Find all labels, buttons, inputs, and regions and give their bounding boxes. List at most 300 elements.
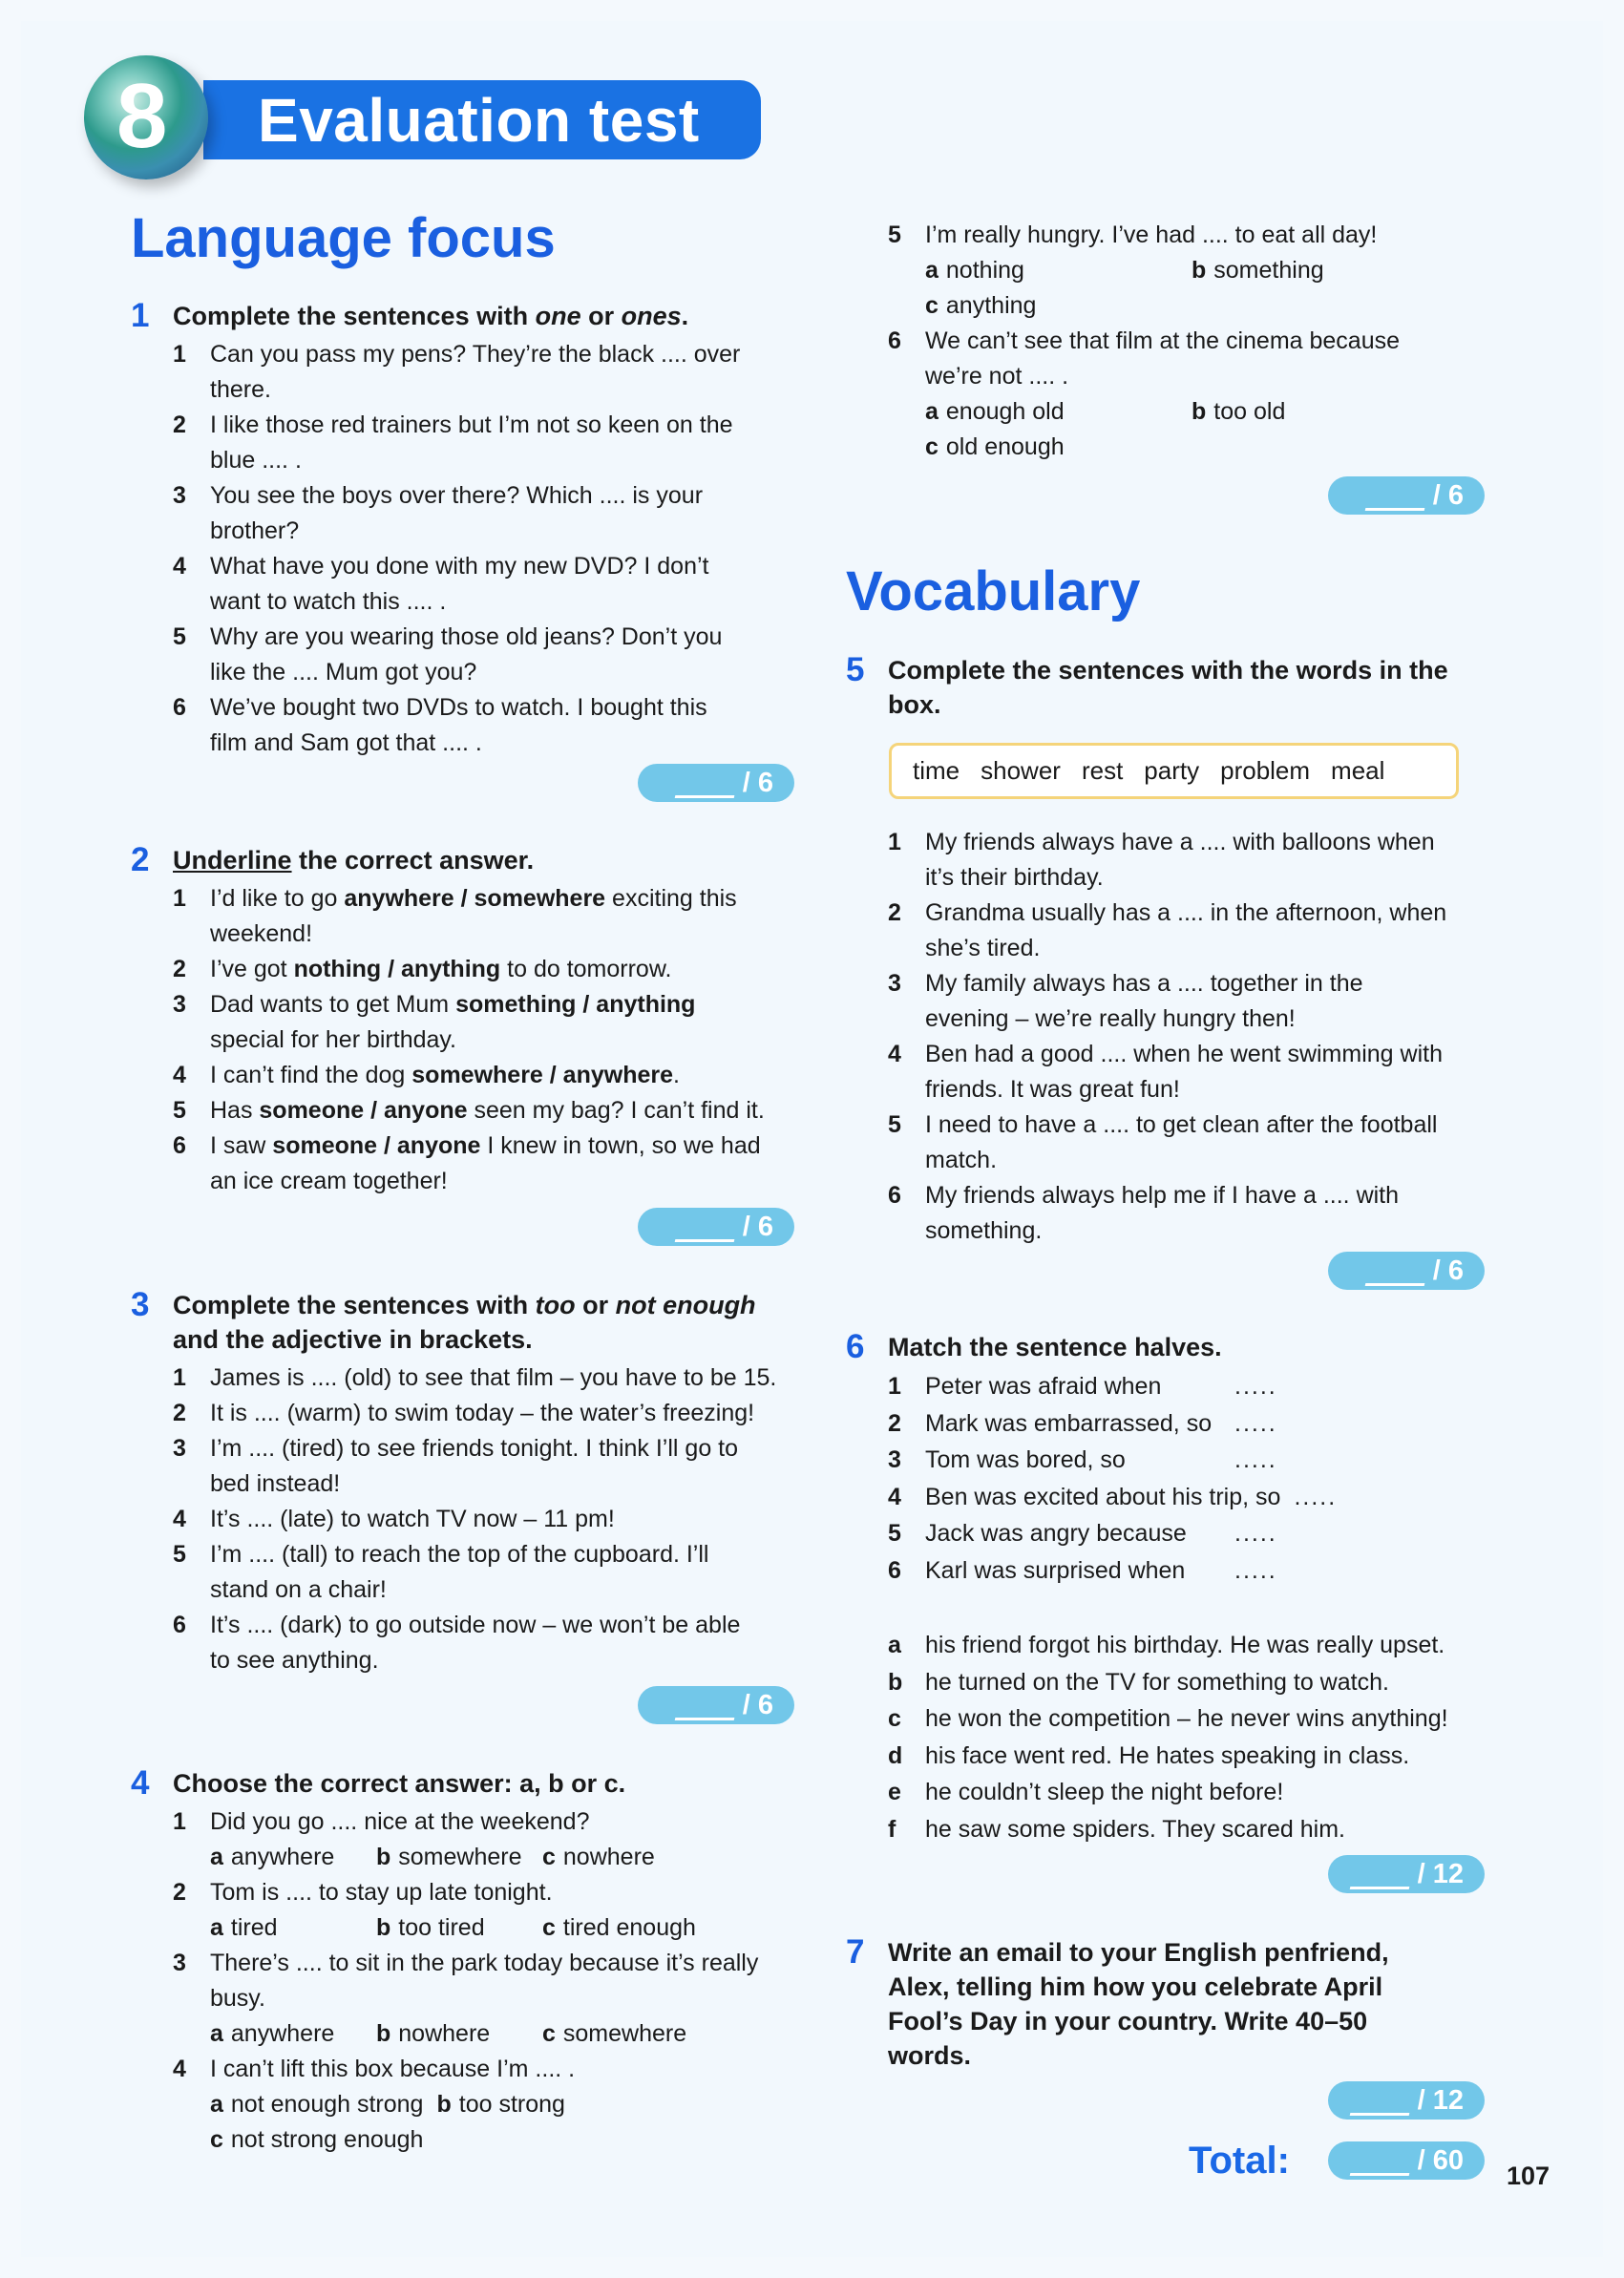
question-text	[210, 1093, 765, 1128]
question-number: 6	[888, 1182, 901, 1209]
text-segment: I’m really hungry. I’ve had .... to eat all day!	[925, 221, 1378, 248]
question-item	[173, 1058, 828, 1093]
text-segment: or	[580, 302, 622, 330]
text-segment: .	[673, 1062, 680, 1088]
question-body	[210, 1502, 615, 1537]
question-number: 1	[888, 1373, 901, 1400]
instruction-text	[173, 843, 534, 877]
score-max: / 6	[742, 1690, 773, 1720]
option-text: not strong enough	[230, 2126, 424, 2153]
exercise-instruction	[846, 1330, 1533, 1364]
answer-option	[376, 1840, 529, 1875]
word-box-word: rest	[1081, 756, 1124, 785]
sentence-beginning	[888, 1405, 1533, 1443]
option-letter: c	[925, 292, 939, 319]
text-segment: Has	[210, 1097, 260, 1124]
exercise-number: 1	[131, 297, 150, 334]
option-text: something	[1213, 257, 1324, 284]
question-item	[173, 337, 828, 408]
question-body	[925, 1442, 1277, 1479]
question-item	[173, 1537, 828, 1608]
text-segment: seen my bag? I can’t find it.	[467, 1097, 765, 1124]
question-item	[173, 1396, 828, 1431]
question-item	[173, 1128, 828, 1199]
sentence-ending	[888, 1700, 1533, 1738]
option-letter: a	[925, 398, 939, 425]
question-text	[210, 881, 737, 952]
answer-option	[376, 2016, 529, 2052]
question-item	[173, 408, 828, 478]
question-text	[210, 1608, 740, 1678]
question-text	[925, 896, 1446, 966]
text-segment: I’d like to go	[210, 885, 345, 912]
exercise-5	[846, 653, 1533, 726]
text-segment: Tom is .... to stay up late tonight.	[210, 1879, 553, 1906]
exercise-instruction	[846, 653, 1533, 722]
text-segment: Did you go .... nice at the weekend?	[210, 1808, 590, 1835]
question-item	[173, 1804, 828, 1875]
text-segment: someone / anyone	[259, 1097, 468, 1124]
text-segment: I need to have a .... to get clean after the football match.	[925, 1111, 1438, 1173]
question-item	[173, 952, 828, 987]
option-text: tired enough	[562, 1914, 696, 1941]
instruction-text	[888, 1935, 1389, 2073]
question-number: 3	[173, 991, 186, 1018]
total-label: Total:	[1189, 2140, 1290, 2182]
question-body	[210, 337, 740, 408]
question-number: 4	[173, 2056, 186, 2082]
option-text: somewhere	[562, 2020, 687, 2047]
text-segment: Write an email to your English penfriend, Alex, telling him how you celebrate April Fool’s Day in your country. Write 40–50 words.	[888, 1938, 1389, 2070]
text-segment: and the adjective in brackets.	[173, 1325, 533, 1354]
sentence-beginning	[888, 1552, 1533, 1590]
option-letter: c	[925, 433, 939, 460]
answer-option	[925, 394, 1178, 430]
word-box-word: shower	[981, 756, 1061, 785]
ending-text: he won the competition – he never wins anything!	[925, 1705, 1448, 1732]
option-letter: c	[542, 2020, 556, 2047]
option-text: nowhere	[562, 1844, 655, 1870]
score-blank-line	[674, 769, 740, 798]
score-blank-line	[1349, 2146, 1415, 2176]
text-segment: ones	[621, 302, 682, 330]
instruction-text	[888, 653, 1448, 722]
word-box-word: problem	[1220, 756, 1311, 785]
question-body	[925, 1368, 1277, 1405]
sentence-text: Tom was bored, so	[925, 1446, 1126, 1473]
score-blank-line	[674, 1691, 740, 1720]
ending-letter: a	[888, 1632, 901, 1658]
question-text	[210, 690, 707, 761]
exercise-6-endings	[846, 1627, 1533, 1847]
question-body	[925, 1037, 1443, 1107]
answer-option	[925, 253, 1178, 288]
answer-blank: .....	[1234, 1556, 1277, 1584]
text-segment: the correct answer.	[291, 846, 535, 875]
sentence-text: Mark was embarrassed, so	[925, 1409, 1213, 1437]
question-number: 4	[173, 1506, 186, 1532]
question-body	[925, 1479, 1337, 1516]
sentence-beginning	[888, 1479, 1533, 1516]
question-number: 3	[888, 1446, 901, 1473]
option-letter: a	[210, 2020, 223, 2047]
option-letter: a	[210, 2091, 223, 2118]
question-item	[173, 881, 828, 952]
score-badge-7	[1328, 2081, 1485, 2120]
question-text	[210, 549, 709, 620]
text-segment: We can’t see that film at the cinema because we’re not .... .	[925, 327, 1401, 390]
question-text	[210, 1058, 680, 1093]
option-letter: a	[210, 1844, 223, 1870]
text-segment: Complete the sentences with	[173, 302, 536, 330]
score-badge-3	[638, 1686, 794, 1724]
question-body	[210, 1537, 708, 1608]
answer-option	[925, 288, 1178, 324]
question-text	[925, 966, 1363, 1037]
text-segment: Choose the correct answer: a, b or c.	[173, 1769, 626, 1798]
answer-options	[210, 1910, 709, 1946]
question-item	[888, 218, 1533, 324]
question-text	[925, 1107, 1437, 1178]
score-max: / 12	[1417, 2085, 1464, 2116]
question-number: 2	[888, 899, 901, 926]
question-body	[925, 1515, 1277, 1552]
answer-option	[436, 2087, 589, 2122]
exercise-instruction	[131, 299, 828, 333]
question-number: 5	[888, 1520, 901, 1547]
text-segment: Grandma usually has a .... in the afternoon, when she’s tired.	[925, 899, 1447, 961]
question-number: 3	[888, 970, 901, 997]
text-segment: Underline	[173, 846, 292, 875]
option-letter: a	[210, 1914, 223, 1941]
question-item	[888, 1178, 1533, 1249]
question-item	[173, 1431, 828, 1502]
option-letter: c	[210, 2126, 223, 2153]
question-text	[210, 620, 722, 690]
question-item	[888, 324, 1533, 465]
question-body	[210, 1058, 680, 1093]
question-text	[210, 337, 740, 408]
text-segment: Why are you wearing those old jeans? Don’t you like the .... Mum got you?	[210, 623, 723, 686]
answer-options	[925, 253, 1458, 288]
answer-blank: .....	[1234, 1409, 1277, 1437]
ending-letter: e	[888, 1779, 901, 1805]
question-body	[925, 1107, 1437, 1178]
question-number: 6	[173, 694, 186, 721]
text-segment: I’m .... (tall) to reach the top of the cupboard. I’ll stand on a chair!	[210, 1541, 709, 1603]
question-number: 4	[173, 553, 186, 580]
question-text	[210, 1396, 754, 1431]
question-body	[210, 1946, 758, 2052]
exercise-4	[131, 1766, 828, 2158]
question-item	[173, 549, 828, 620]
score-badge-6	[1328, 1855, 1485, 1893]
ending-letter: b	[888, 1668, 903, 1696]
question-item	[173, 987, 828, 1058]
question-body	[925, 324, 1458, 465]
text-segment: anywhere / somewhere	[344, 885, 606, 912]
option-text: too strong	[458, 2091, 565, 2118]
question-body	[925, 966, 1363, 1037]
question-item	[173, 1946, 828, 2052]
question-list	[173, 337, 828, 761]
text-segment: not enough	[615, 1291, 756, 1319]
text-segment: James is .... (old) to see that film – you have to be 15.	[210, 1364, 777, 1391]
question-number: 5	[173, 1541, 186, 1568]
sentence-ending	[888, 1774, 1533, 1811]
question-text	[210, 408, 733, 478]
instruction-text	[173, 1288, 756, 1357]
instruction-text	[888, 1330, 1222, 1364]
question-number: 6	[888, 327, 901, 354]
question-item	[173, 1608, 828, 1678]
question-text	[210, 2052, 602, 2087]
text-segment: exciting this weekend!	[210, 885, 737, 947]
question-text	[210, 1875, 709, 1910]
text-segment: I like those red trainers but I’m not so keen on the blue .... .	[210, 411, 733, 474]
answer-option	[210, 1840, 363, 1875]
exercise-5-items	[846, 825, 1533, 1249]
question-number: 1	[173, 1364, 186, 1391]
question-text	[210, 478, 703, 549]
text-segment: Ben had a good .... when he went swimming with friends. It was great fun!	[925, 1041, 1443, 1103]
sentence-beginning	[888, 1368, 1533, 1405]
option-letter: b	[376, 2020, 391, 2047]
answer-blank: .....	[1234, 1520, 1277, 1547]
question-text	[925, 1178, 1399, 1249]
heading-language-focus: Language focus	[131, 207, 556, 269]
question-list	[888, 825, 1533, 1249]
question-body	[210, 408, 733, 478]
sentence-text: Jack was angry because	[925, 1520, 1187, 1547]
question-number: 5	[173, 623, 186, 650]
option-letter: c	[542, 1914, 556, 1941]
answer-options	[210, 2087, 602, 2122]
sentence-ending	[888, 1627, 1533, 1664]
option-text: nothing	[945, 257, 1024, 284]
question-number: 6	[173, 1612, 186, 1638]
exercise-6	[846, 1330, 1533, 1589]
option-letter: b	[1192, 257, 1207, 284]
question-number: 2	[173, 1879, 186, 1906]
option-text: tired	[230, 1914, 278, 1941]
question-number: 1	[173, 341, 186, 368]
question-number: 1	[888, 829, 901, 855]
question-item	[888, 1037, 1533, 1107]
question-number: 4	[173, 1062, 186, 1088]
question-item	[173, 1875, 828, 1946]
text-segment: I saw	[210, 1132, 273, 1159]
text-segment: I can’t lift this box because I’m .... .	[210, 2056, 576, 2082]
question-body	[210, 1360, 776, 1396]
unit-number: 8	[116, 65, 168, 167]
question-text	[925, 825, 1435, 896]
question-body	[210, 478, 703, 549]
answer-option	[210, 2087, 423, 2122]
question-number: 6	[888, 1556, 901, 1584]
sentence-ending	[888, 1664, 1533, 1701]
answer-option	[210, 2016, 363, 2052]
text-segment: My family always has a .... together in the evening – we’re really hungry then!	[925, 970, 1363, 1032]
question-text	[210, 1537, 708, 1608]
question-text	[210, 1502, 615, 1537]
option-letter: c	[542, 1844, 556, 1870]
question-text	[210, 1804, 708, 1840]
option-text: too old	[1213, 398, 1286, 425]
answer-option	[542, 2016, 695, 2052]
score-max: / 6	[742, 1212, 773, 1242]
answer-options	[210, 2122, 602, 2158]
option-text: too tired	[398, 1914, 485, 1941]
question-list	[173, 1804, 828, 2158]
question-number: 5	[888, 221, 901, 248]
answer-option	[1192, 253, 1445, 288]
text-segment: Can you pass my pens? They’re the black .... over there.	[210, 341, 741, 403]
score-blank-line	[674, 1213, 740, 1242]
text-segment: I’m .... (tired) to see friends tonight. I think I’ll go to bed instead!	[210, 1435, 739, 1497]
text-segment: or	[575, 1291, 616, 1319]
ending-text: he turned on the TV for something to watch.	[925, 1668, 1389, 1696]
exercise-instruction	[131, 1288, 828, 1357]
exercise-instruction	[131, 843, 828, 877]
exercise-instruction	[131, 1766, 828, 1801]
heading-vocabulary: Vocabulary	[846, 560, 1141, 622]
score-blank-line	[1364, 1256, 1430, 1286]
score-blank-line	[1349, 2086, 1415, 2116]
question-number: 4	[888, 1483, 901, 1510]
question-text	[925, 324, 1458, 394]
text-segment: I can’t find the dog	[210, 1062, 412, 1088]
question-number: 2	[173, 956, 186, 982]
text-segment: too	[535, 1291, 576, 1319]
question-item	[173, 620, 828, 690]
ending-text: his friend forgot his birthday. He was really upset.	[925, 1632, 1445, 1658]
question-body	[210, 987, 695, 1058]
question-number: 3	[173, 1435, 186, 1462]
text-segment: Match the sentence halves.	[888, 1333, 1222, 1361]
exercise-number: 5	[846, 651, 865, 688]
word-box-word: time	[913, 756, 960, 785]
answer-option	[1192, 394, 1445, 430]
answer-blank: .....	[1294, 1483, 1338, 1510]
score-badge-total	[1328, 2141, 1485, 2180]
ending-text: his face went red. He hates speaking in class.	[925, 1741, 1410, 1769]
question-body	[210, 620, 722, 690]
ending-text: he couldn’t sleep the night before!	[925, 1779, 1284, 1805]
answer-option	[925, 430, 1178, 465]
exercise-1	[131, 299, 828, 761]
score-max: / 60	[1417, 2145, 1464, 2176]
option-text: anything	[945, 292, 1037, 319]
answer-options	[925, 288, 1458, 324]
score-blank-line	[1364, 481, 1430, 511]
sentence-endings	[888, 1627, 1533, 1847]
sentence-ending	[888, 1811, 1533, 1848]
question-body	[210, 1093, 765, 1128]
question-body	[925, 1405, 1277, 1443]
text-segment: Complete the sentences with the words in the box.	[888, 656, 1448, 719]
sentence-ending	[888, 1738, 1533, 1775]
score-badge-4	[1328, 476, 1485, 515]
answer-blank: .....	[1234, 1446, 1277, 1473]
exercise-number: 6	[846, 1328, 865, 1365]
exercise-number: 4	[131, 1764, 150, 1802]
score-max: / 6	[742, 768, 773, 798]
question-item	[173, 1502, 828, 1537]
exercise-2	[131, 843, 828, 1199]
option-letter: b	[1192, 398, 1207, 425]
text-segment: something / anything	[455, 991, 696, 1018]
question-text	[210, 1128, 761, 1199]
question-body	[210, 881, 737, 952]
text-segment: special for her birthday.	[210, 1026, 456, 1053]
text-segment: somewhere / anywhere	[411, 1062, 673, 1088]
question-number: 5	[173, 1097, 186, 1124]
answer-option	[210, 2122, 423, 2158]
text-segment: I knew in town, so we had an ice cream together!	[210, 1132, 761, 1194]
ending-letter: f	[888, 1815, 896, 1843]
question-body	[210, 2052, 602, 2158]
exercise-instruction	[846, 1935, 1533, 2073]
instruction-text	[173, 299, 688, 333]
question-body	[925, 896, 1446, 966]
exercise-3	[131, 1288, 828, 1678]
question-body	[210, 549, 709, 620]
text-segment: to do tomorrow.	[500, 956, 672, 982]
ending-text: he saw some spiders. They scared him.	[925, 1815, 1346, 1843]
question-number: 1	[173, 1808, 186, 1835]
exercise-number: 7	[846, 1933, 865, 1971]
score-blank-line	[1349, 1860, 1415, 1889]
sentence-beginnings	[888, 1368, 1533, 1589]
text-segment: It’s .... (late) to watch TV now – 11 pm!	[210, 1506, 615, 1532]
option-text: anywhere	[230, 2020, 335, 2047]
score-max: / 12	[1417, 1859, 1464, 1889]
question-item	[173, 478, 828, 549]
text-segment: nothing / anything	[293, 956, 501, 982]
answer-options	[210, 1840, 708, 1875]
option-letter: b	[376, 1844, 391, 1870]
text-segment: I’ve got	[210, 956, 294, 982]
text-segment: someone / anyone	[272, 1132, 481, 1159]
text-segment: There’s .... to sit in the park today because it’s really busy.	[210, 1950, 759, 2012]
answer-options	[925, 430, 1458, 465]
sentence-text: Ben was excited about his trip, so	[925, 1483, 1281, 1510]
question-list	[888, 218, 1533, 465]
text-segment: Complete the sentences with	[173, 1291, 536, 1319]
question-body	[210, 690, 707, 761]
question-item	[173, 1093, 828, 1128]
question-item	[888, 896, 1533, 966]
word-box-word: party	[1144, 756, 1200, 785]
sentence-beginning	[888, 1442, 1533, 1479]
question-text	[210, 1360, 776, 1396]
page-title: Evaluation test	[258, 86, 700, 155]
question-text	[210, 1946, 758, 2016]
question-body	[210, 952, 671, 987]
option-text: somewhere	[398, 1844, 522, 1870]
question-number: 5	[888, 1111, 901, 1138]
question-body	[925, 1178, 1399, 1249]
answer-blank: .....	[1234, 1373, 1277, 1400]
question-number: 6	[173, 1132, 186, 1159]
question-number: 4	[888, 1041, 901, 1067]
question-list	[173, 1360, 828, 1678]
question-item	[173, 1360, 828, 1396]
question-text	[210, 987, 695, 1058]
text-segment: It’s .... (dark) to go outside now – we won’t be able to see anything.	[210, 1612, 741, 1674]
question-list	[173, 881, 828, 1199]
